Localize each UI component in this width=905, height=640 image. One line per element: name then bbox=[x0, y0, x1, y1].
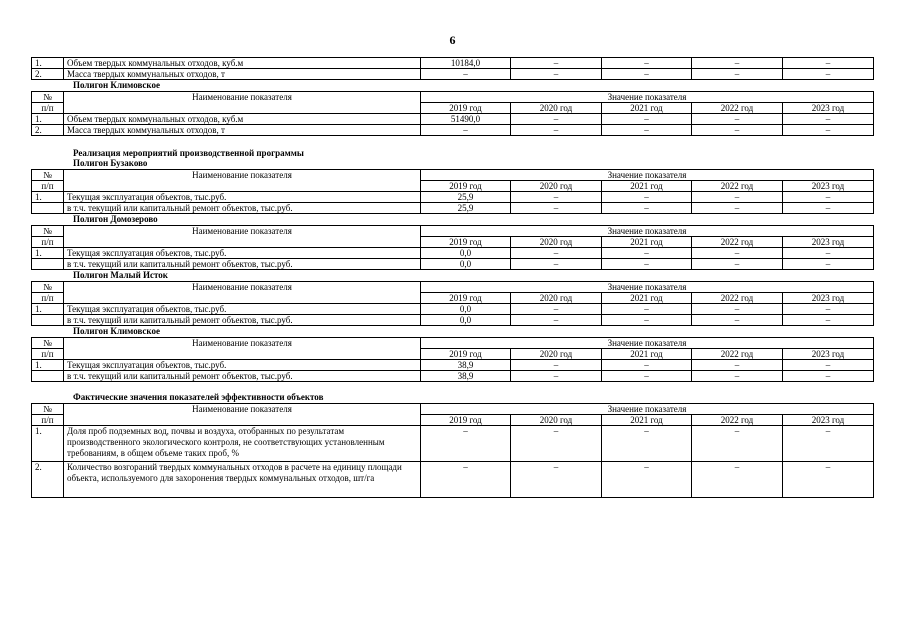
header-year: 2022 год bbox=[692, 349, 783, 360]
row-value: 25,9 bbox=[421, 203, 511, 214]
header-num: № bbox=[32, 404, 64, 415]
table-row bbox=[32, 248, 874, 259]
row-value: – bbox=[783, 248, 874, 259]
row-name: Текущая эксплуатация объектов, тыс.руб. bbox=[64, 304, 421, 315]
header-year: 2019 год bbox=[421, 181, 511, 192]
row-value: – bbox=[511, 125, 602, 136]
row-name: Текущая эксплуатация объектов, тыс.руб. bbox=[64, 192, 421, 203]
row-value: – bbox=[602, 462, 692, 498]
header-year: 2022 год bbox=[692, 293, 783, 304]
header-year: 2021 год bbox=[602, 293, 692, 304]
row-value: – bbox=[783, 125, 874, 136]
row-value: – bbox=[783, 58, 874, 69]
program-section-table bbox=[31, 281, 874, 326]
header-year: 2023 год bbox=[783, 181, 874, 192]
row-number: 1. bbox=[32, 248, 64, 259]
header-row bbox=[32, 226, 874, 237]
row-value: – bbox=[602, 248, 692, 259]
program-section-table bbox=[31, 337, 874, 382]
row-value: – bbox=[692, 259, 783, 270]
program-section-table bbox=[31, 225, 874, 270]
row-value: – bbox=[783, 203, 874, 214]
row-number bbox=[32, 259, 64, 270]
row-value: – bbox=[783, 114, 874, 125]
header-year: 2020 год bbox=[511, 293, 602, 304]
row-value: – bbox=[511, 69, 602, 80]
row-value: 0,0 bbox=[421, 248, 511, 259]
program-section-table bbox=[31, 169, 874, 214]
header-value: Значение показателя bbox=[421, 282, 874, 293]
row-value: – bbox=[692, 192, 783, 203]
header-year: 2022 год bbox=[692, 237, 783, 248]
header-value: Значение показателя bbox=[421, 170, 874, 181]
row-value: – bbox=[783, 371, 874, 382]
row-value: – bbox=[602, 315, 692, 326]
row-value: – bbox=[511, 248, 602, 259]
row-value: – bbox=[511, 304, 602, 315]
header-row bbox=[32, 92, 874, 103]
header-year: 2019 год bbox=[421, 103, 511, 114]
top-volume-table bbox=[31, 57, 874, 80]
row-value: – bbox=[602, 360, 692, 371]
row-value: – bbox=[692, 371, 783, 382]
row-value: – bbox=[602, 58, 692, 69]
header-num: № bbox=[32, 282, 64, 293]
header-num: № bbox=[32, 226, 64, 237]
row-name: в т.ч. текущий или капитальный ремонт объектов, тыс.руб. bbox=[64, 203, 421, 214]
header-year: 2019 год bbox=[421, 415, 511, 426]
header-year: 2023 год bbox=[783, 415, 874, 426]
header-num: № bbox=[32, 92, 64, 103]
row-value: – bbox=[692, 426, 783, 462]
header-num-sub: п/п bbox=[32, 237, 64, 248]
row-value: 38,9 bbox=[421, 371, 511, 382]
header-year: 2019 год bbox=[421, 293, 511, 304]
row-value: – bbox=[511, 371, 602, 382]
row-value: – bbox=[602, 125, 692, 136]
section-title: Полигон Домозерово bbox=[73, 214, 158, 224]
header-year: 2023 год bbox=[783, 349, 874, 360]
row-value: – bbox=[783, 426, 874, 462]
row-value: – bbox=[783, 69, 874, 80]
table-row bbox=[32, 259, 874, 270]
header-year: 2023 год bbox=[783, 103, 874, 114]
header-year: 2023 год bbox=[783, 293, 874, 304]
row-value: – bbox=[783, 462, 874, 498]
section-title: Полигон Бузаково bbox=[73, 158, 148, 168]
row-value: – bbox=[602, 304, 692, 315]
row-value: – bbox=[602, 192, 692, 203]
row-value: – bbox=[421, 462, 511, 498]
header-year: 2020 год bbox=[511, 181, 602, 192]
row-value: – bbox=[602, 69, 692, 80]
row-value: – bbox=[602, 203, 692, 214]
row-value: – bbox=[421, 69, 511, 80]
table-row bbox=[32, 125, 874, 136]
header-year: 2019 год bbox=[421, 237, 511, 248]
row-value: – bbox=[602, 259, 692, 270]
table-row bbox=[32, 58, 874, 69]
row-value: 51490,0 bbox=[421, 114, 511, 125]
header-value: Значение показателя bbox=[421, 92, 874, 103]
row-number: 1. bbox=[32, 58, 64, 69]
header-row bbox=[32, 170, 874, 181]
row-value: – bbox=[602, 371, 692, 382]
row-number: 1. bbox=[32, 304, 64, 315]
row-value: – bbox=[511, 58, 602, 69]
header-num-sub: п/п bbox=[32, 415, 64, 426]
row-value: – bbox=[692, 125, 783, 136]
efficiency-title: Фактические значения показателей эффективности объектов bbox=[73, 392, 324, 402]
row-number: 2. bbox=[32, 462, 64, 498]
header-row bbox=[32, 404, 874, 415]
table-row bbox=[32, 192, 874, 203]
row-value: – bbox=[692, 58, 783, 69]
row-name: Масса твердых коммунальных отходов, т bbox=[64, 125, 421, 136]
header-num-sub: п/п bbox=[32, 103, 64, 114]
header-num: № bbox=[32, 338, 64, 349]
table-row bbox=[32, 462, 874, 498]
row-value: – bbox=[692, 69, 783, 80]
row-value: – bbox=[602, 426, 692, 462]
row-number: 1. bbox=[32, 114, 64, 125]
header-name: Наименование показателя bbox=[64, 282, 421, 304]
row-number: 1. bbox=[32, 426, 64, 462]
row-value: – bbox=[692, 203, 783, 214]
header-year: 2020 год bbox=[511, 237, 602, 248]
row-value: – bbox=[783, 259, 874, 270]
table-row bbox=[32, 360, 874, 371]
header-name: Наименование показателя bbox=[64, 170, 421, 192]
efficiency-table bbox=[31, 403, 874, 498]
header-num-sub: п/п bbox=[32, 181, 64, 192]
table-row bbox=[32, 114, 874, 125]
row-value: 0,0 bbox=[421, 259, 511, 270]
row-number: 2. bbox=[32, 69, 64, 80]
row-value: – bbox=[511, 426, 602, 462]
header-num: № bbox=[32, 170, 64, 181]
header-value: Значение показателя bbox=[421, 226, 874, 237]
header-year: 2022 год bbox=[692, 181, 783, 192]
header-value: Значение показателя bbox=[421, 404, 874, 415]
header-row bbox=[32, 338, 874, 349]
header-num-sub: п/п bbox=[32, 349, 64, 360]
header-year: 2021 год bbox=[602, 103, 692, 114]
row-number bbox=[32, 203, 64, 214]
header-num-sub: п/п bbox=[32, 293, 64, 304]
section-title: Полигон Климовское bbox=[73, 326, 160, 336]
table-row bbox=[32, 203, 874, 214]
row-value: – bbox=[692, 315, 783, 326]
row-name: Текущая эксплуатация объектов, тыс.руб. bbox=[64, 248, 421, 259]
header-year: 2021 год bbox=[602, 349, 692, 360]
row-value: 10184,0 bbox=[421, 58, 511, 69]
header-year: 2019 год bbox=[421, 349, 511, 360]
row-value: – bbox=[511, 259, 602, 270]
header-year: 2021 год bbox=[602, 237, 692, 248]
row-name: в т.ч. текущий или капитальный ремонт объектов, тыс.руб. bbox=[64, 259, 421, 270]
header-name: Наименование показателя bbox=[64, 338, 421, 360]
row-value: – bbox=[692, 114, 783, 125]
row-value: 0,0 bbox=[421, 304, 511, 315]
row-value: – bbox=[511, 360, 602, 371]
table-row bbox=[32, 69, 874, 80]
row-value: – bbox=[421, 426, 511, 462]
row-value: – bbox=[511, 462, 602, 498]
header-year: 2021 год bbox=[602, 181, 692, 192]
row-value: – bbox=[783, 192, 874, 203]
header-year: 2020 год bbox=[511, 349, 602, 360]
header-name: Наименование показателя bbox=[64, 226, 421, 248]
row-value: – bbox=[511, 315, 602, 326]
table-row bbox=[32, 371, 874, 382]
row-value: – bbox=[783, 315, 874, 326]
row-value: – bbox=[783, 304, 874, 315]
document-content bbox=[31, 57, 873, 498]
klimovskoe-volume-table bbox=[31, 91, 874, 136]
row-name: Масса твердых коммунальных отходов, т bbox=[64, 69, 421, 80]
row-name: Доля проб подземных вод, почвы и воздуха, отобранных по результатам производственного экологического контроля, не соответствующих установленным требованиям, в общем объеме таких проб, % bbox=[64, 426, 421, 462]
header-year: 2020 год bbox=[511, 415, 602, 426]
row-name: в т.ч. текущий или капитальный ремонт объектов, тыс.руб. bbox=[64, 371, 421, 382]
program-title: Реализация мероприятий производственной программы bbox=[73, 148, 304, 158]
header-value: Значение показателя bbox=[421, 338, 874, 349]
header-name: Наименование показателя bbox=[64, 92, 421, 114]
row-value: – bbox=[783, 360, 874, 371]
row-value: 38,9 bbox=[421, 360, 511, 371]
header-name: Наименование показателя bbox=[64, 404, 421, 426]
row-value: – bbox=[511, 203, 602, 214]
table-row bbox=[32, 315, 874, 326]
row-value: – bbox=[692, 248, 783, 259]
row-value: – bbox=[602, 114, 692, 125]
row-value: – bbox=[692, 304, 783, 315]
row-name: Объем твердых коммунальных отходов, куб.м bbox=[64, 58, 421, 69]
row-value: – bbox=[511, 114, 602, 125]
row-value: 25,9 bbox=[421, 192, 511, 203]
header-year: 2022 год bbox=[692, 103, 783, 114]
page-number: 6 bbox=[449, 33, 456, 47]
section-title: Полигон Малый Исток bbox=[73, 270, 168, 280]
row-name: Количество возгораний твердых коммунальных отходов в расчете на единицу площади объекта, используемого для захоронения твердых коммунальных отходов, шт/га bbox=[64, 462, 421, 498]
row-number: 2. bbox=[32, 125, 64, 136]
row-number bbox=[32, 315, 64, 326]
row-name: Объем твердых коммунальных отходов, куб.м bbox=[64, 114, 421, 125]
row-name: в т.ч. текущий или капитальный ремонт объектов, тыс.руб. bbox=[64, 315, 421, 326]
table-row bbox=[32, 304, 874, 315]
row-number bbox=[32, 371, 64, 382]
row-value: 0,0 bbox=[421, 315, 511, 326]
row-name: Текущая эксплуатация объектов, тыс.руб. bbox=[64, 360, 421, 371]
row-number: 1. bbox=[32, 360, 64, 371]
row-value: – bbox=[421, 125, 511, 136]
section-title: Полигон Климовское bbox=[73, 80, 160, 90]
row-number: 1. bbox=[32, 192, 64, 203]
row-value: – bbox=[692, 360, 783, 371]
table-row bbox=[32, 426, 874, 462]
header-row bbox=[32, 282, 874, 293]
header-year: 2020 год bbox=[511, 103, 602, 114]
row-value: – bbox=[511, 192, 602, 203]
header-year: 2021 год bbox=[602, 415, 692, 426]
row-value: – bbox=[692, 462, 783, 498]
header-year: 2023 год bbox=[783, 237, 874, 248]
header-year: 2022 год bbox=[692, 415, 783, 426]
